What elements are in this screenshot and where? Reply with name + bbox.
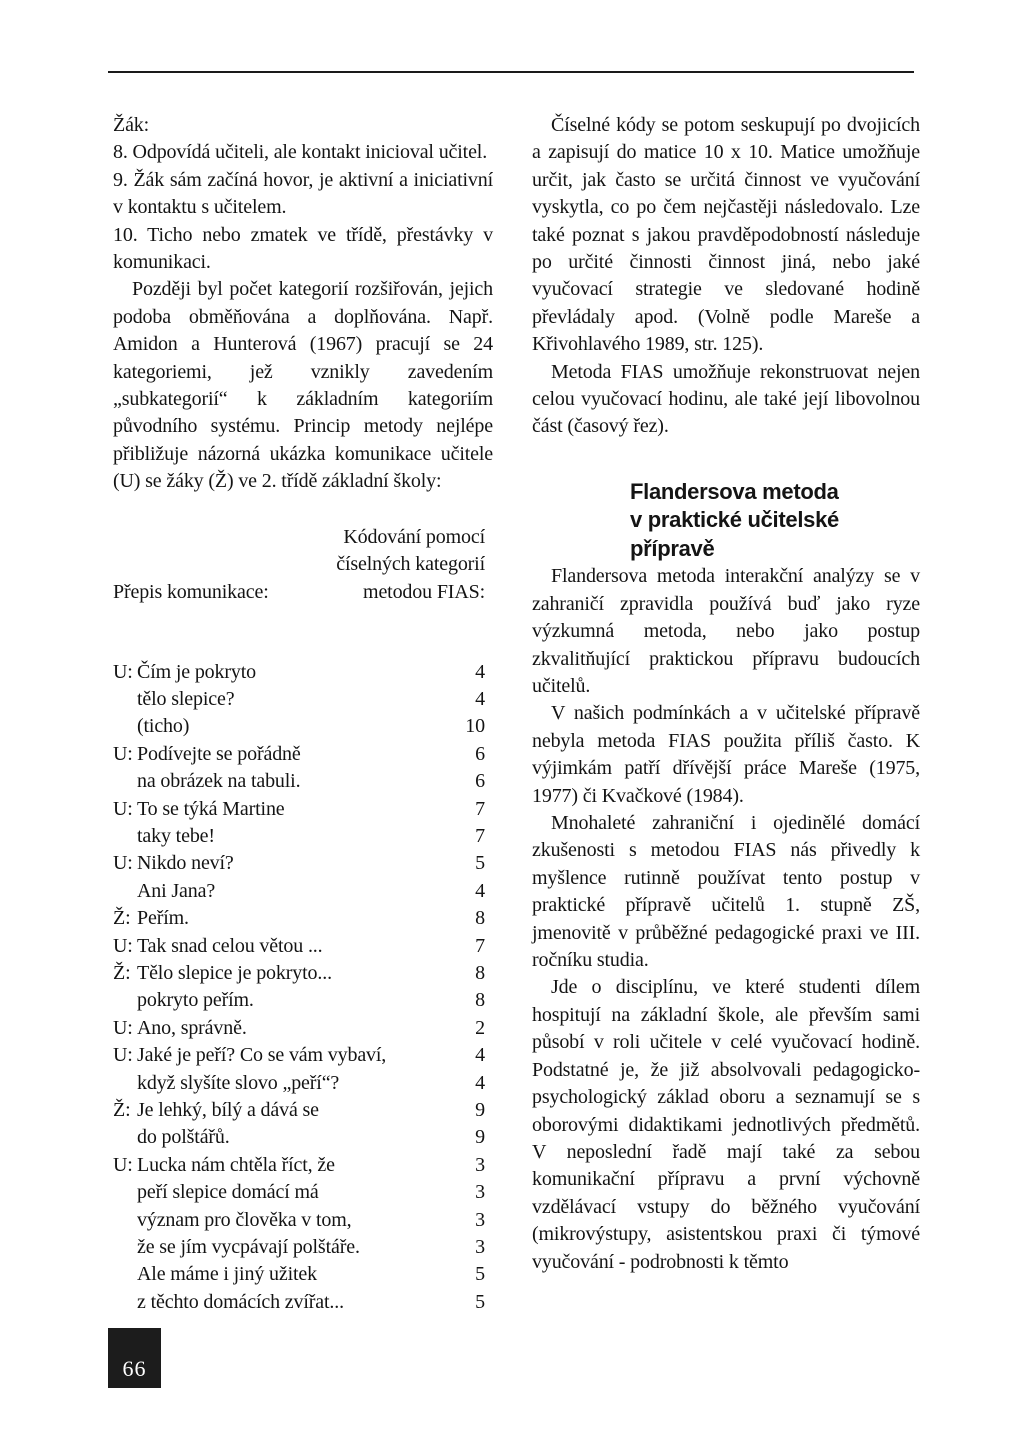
intro-paragraph: Později byl počet kategorií rozšiřován, jejich podoba obměňována a doplňována. Např. Amidon a Hunterová (1967) pracují se 24 kategoriemi, jež vznikly zavedením „subkategorií“ k základním kategoriím původního systému. Princip metody nejlépe přibližuje názorná ukázka komunikace učitele (U) se žáky (Ž) ve 2. třídě základní školy: <box>113 278 493 493</box>
utterance-text: z těchto domácích zvířat... <box>137 1290 344 1313</box>
speaker-label: U: <box>113 797 133 820</box>
transcript-row <box>113 1234 493 1261</box>
utterance-text: do polštářů. <box>137 1126 230 1149</box>
fias-code: 7 <box>475 825 485 848</box>
fias-code: 5 <box>475 1290 485 1313</box>
flanders-method-paragraph: Flandersova metoda interakční analýzy se v zahraničí zpravidla používá buď jako ryze výzkumná metoda, nebo jako postup zkvalitňující praktickou přípravu budoucích učitelů. <box>532 565 920 697</box>
transcript-row <box>113 850 493 877</box>
utterance-text: význam pro člověka v tom, <box>137 1208 352 1231</box>
utterance-text: peří slepice domácí má <box>137 1181 319 1204</box>
fias-code: 4 <box>475 660 485 683</box>
transcript-row <box>113 1179 493 1206</box>
left-column <box>113 112 493 1316</box>
fias-code: 7 <box>475 934 485 957</box>
utterance-text: pokryto peřím. <box>137 989 254 1012</box>
transcript-row <box>113 1070 493 1097</box>
fias-code: 6 <box>475 770 485 793</box>
transcript-row <box>113 1124 493 1151</box>
coding-matrix-paragraph: Číselné kódy se potom seskupují po dvojicích a zapisují do matice 10 x 10. Matice umožňuje určit, jak často se určitá činnost ve vyučování vyskytla, co po čem nejčastěji následovalo. Lze také poznat s jakou pravděpodobností následuje po určité činnosti činnost jiná, nebo jaké vyučovací strategie ve sledované hodině převládaly apod. (Volně podle Mareše a Křivohlavého 1989, str. 125). <box>532 114 920 356</box>
transcript-row <box>113 1152 493 1179</box>
utterance-text: To se týká Martine <box>137 797 285 820</box>
fias-code: 4 <box>475 1071 485 1094</box>
utterance-text: Ano, správně. <box>137 1016 247 1039</box>
speaker-label: U: <box>113 1044 133 1067</box>
transcript-row <box>113 713 493 740</box>
category-8: 8. Odpovídá učiteli, ale kontakt inicioval učitel. <box>113 141 488 164</box>
coding-label-line: Kódování pomocí <box>343 525 485 548</box>
utterance-text: Jaké je peří? Co se vám vybaví, <box>137 1044 387 1067</box>
fias-code: 4 <box>475 879 485 902</box>
transcript-row <box>113 768 493 795</box>
transcript-header <box>113 524 493 619</box>
transcript-row <box>113 987 493 1014</box>
utterance-text: Čím je pokryto <box>137 660 257 683</box>
speaker-label: Ž: <box>113 1098 131 1121</box>
fias-code: 8 <box>475 989 485 1012</box>
fias-code: 5 <box>475 852 485 875</box>
utterance-text: na obrázek na tabuli. <box>137 770 301 793</box>
fias-code: 2 <box>475 1016 485 1039</box>
speaker-label: U: <box>113 934 133 957</box>
fias-reconstruct-paragraph: Metoda FIAS umožňuje rekonstruovat nejen celou vyučovací hodinu, ale také její libovolnou část (časový řez). <box>532 360 920 438</box>
transcript-row <box>113 960 493 987</box>
fias-code: 3 <box>475 1208 485 1231</box>
section-heading-line: přípravě <box>630 535 715 561</box>
transcript-row <box>113 1015 493 1042</box>
utterance-text: taky tebe! <box>137 825 215 848</box>
utterance-text: Peřím. <box>137 907 189 930</box>
transcript-row <box>113 1097 493 1124</box>
speaker-label: U: <box>113 1016 133 1039</box>
discipline-paragraph: Jde o disciplínu, ve které studenti dílem hospitují na základní škole, ale převším sami působí v roli učitele v celé vyučovací hodině. Podstatné je, že již absolvovali pedagogicko-psychologický základ oboru a seznamují se s oborovými didaktikami jednotlivých předmětů. V neposlední řadě mají také za sebou komunikační přípravu a první výchovně vzdělávací vstupy do běžného vyučování (mikrovýstupy, asistentskou praxi či týmové vyučování - podrobnosti k těmto <box>532 976 920 1273</box>
coding-label-line: číselných kategorií <box>336 553 485 576</box>
top-rule <box>108 71 914 73</box>
section-heading <box>630 478 920 564</box>
transcript-header-right <box>305 524 485 606</box>
utterance-text: Tělo slepice je pokryto... <box>137 961 332 984</box>
utterance-text: tělo slepice? <box>137 688 235 711</box>
fias-code: 6 <box>475 742 485 765</box>
transcript-row <box>113 1261 493 1288</box>
section-heading-line: v praktické učitelské <box>630 507 839 533</box>
page-number: 66 <box>108 1328 161 1388</box>
utterance-text: že se jím vycpávají polštáře. <box>137 1235 360 1258</box>
speaker-label: Ž: <box>113 961 131 984</box>
transcript-row <box>113 796 493 823</box>
utterance-text: Je lehký, bílý a dává se <box>137 1098 319 1121</box>
transcript-row <box>113 1042 493 1069</box>
fias-code: 7 <box>475 797 485 820</box>
speaker-label: U: <box>113 852 133 875</box>
fias-code: 4 <box>475 1044 485 1067</box>
fias-code: 5 <box>475 1263 485 1286</box>
utterance-text: Ale máme i jiný užitek <box>137 1263 317 1286</box>
transcript-row <box>113 933 493 960</box>
utterance-text: Ani Jana? <box>137 879 216 902</box>
speaker-label: Ž: <box>113 907 131 930</box>
coding-label-line: metodou FIAS: <box>363 580 485 603</box>
utterance-text: Podívejte se pořádně <box>137 742 301 765</box>
transcript-row <box>113 878 493 905</box>
transcript-list <box>113 659 493 1316</box>
speaker-label: U: <box>113 660 133 683</box>
fias-code: 3 <box>475 1181 485 1204</box>
fias-code: 4 <box>475 688 485 711</box>
speaker-label: U: <box>113 1153 133 1176</box>
utterance-text: Lucka nám chtěla říct, že <box>137 1153 335 1176</box>
transcript-row <box>113 741 493 768</box>
right-column <box>532 112 920 1276</box>
experience-paragraph: Mnohaleté zahraniční i ojedinělé domácí zkušenosti s metodou FIAS nás přivedly k myšlence rutinně používat tento postup v praktické přípravě učitelů 1. stupně ZŠ, jmenovitě v průběžné pedagogické praxi ve III. ročníku studia. <box>532 812 920 972</box>
section-heading-line: Flandersova metoda <box>630 478 839 504</box>
speaker-label: U: <box>113 742 133 765</box>
fias-code: 9 <box>475 1126 485 1149</box>
category-10: 10. Ticho nebo zmatek ve třídě, přestávky v komunikaci. <box>113 223 493 274</box>
utterance-text: (ticho) <box>137 715 190 738</box>
utterance-text: Nikdo neví? <box>137 852 234 875</box>
fias-code: 10 <box>465 715 485 738</box>
transcript-row <box>113 659 493 686</box>
utterance-text: když slyšíte slovo „peří“? <box>137 1071 340 1094</box>
fias-code: 8 <box>475 907 485 930</box>
fias-code: 8 <box>475 961 485 984</box>
transcript-row <box>113 823 493 850</box>
fias-code: 9 <box>475 1098 485 1121</box>
category-9: 9. Žák sám začíná hovor, je aktivní a iniciativní v kontaktu s učitelem. <box>113 168 493 219</box>
fias-code: 3 <box>475 1153 485 1176</box>
transcript-row <box>113 1289 493 1316</box>
fias-code: 3 <box>475 1235 485 1258</box>
student-label: Žák: <box>113 114 150 136</box>
transcript-row <box>113 1207 493 1234</box>
transcript-row <box>113 905 493 932</box>
utterance-text: Tak snad celou větou ... <box>137 934 323 957</box>
local-conditions-paragraph: V našich podmínkách a v učitelské přípravě nebyla metoda FIAS použita příliš často. K výjimkám patří dřívější práce Mareše (1975, 1977) či Kvačkové (1984). <box>532 702 920 807</box>
transcript-header-left: Přepis komunikace: <box>113 580 269 603</box>
transcript-row <box>113 686 493 713</box>
